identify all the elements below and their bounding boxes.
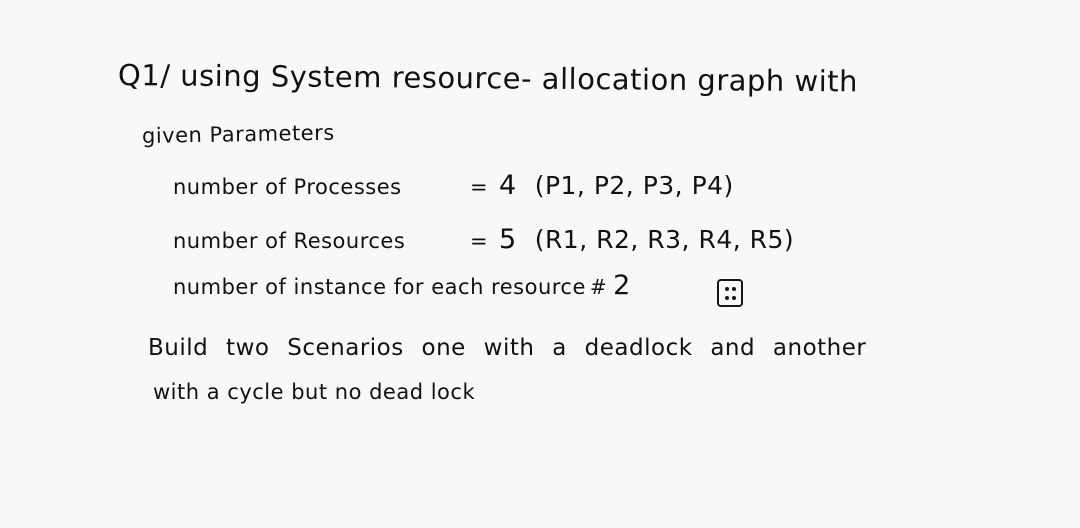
equals-sign: = — [469, 229, 489, 253]
parameter-resources — [173, 224, 794, 255]
parameter-instances — [173, 270, 631, 301]
parameter-label: number of Processes — [173, 175, 402, 199]
question-title: Q1/ using System resource- allocation graph with — [117, 58, 859, 99]
parameter-label: number of Resources — [173, 229, 406, 253]
given-parameters-label: given Parameters — [141, 120, 335, 148]
instances-mark: # — [589, 275, 608, 299]
task-line-1: Build two Scenarios one with a deadlock and another — [148, 335, 867, 361]
parameter-value: 5 — [499, 224, 517, 255]
task-line-2: with a cycle but no dead lock — [153, 380, 476, 404]
instances-value: 2 — [613, 270, 631, 301]
square-face-icon — [717, 279, 743, 307]
parameter-names: (P1, P2, P3, P4) — [534, 171, 734, 200]
parameter-processes — [173, 170, 734, 201]
equals-sign: = — [469, 175, 489, 199]
instances-label: number of instance for each resource — [173, 275, 586, 299]
parameter-names: (R1, R2, R3, R4, R5) — [534, 225, 795, 254]
parameter-value: 4 — [499, 170, 517, 201]
